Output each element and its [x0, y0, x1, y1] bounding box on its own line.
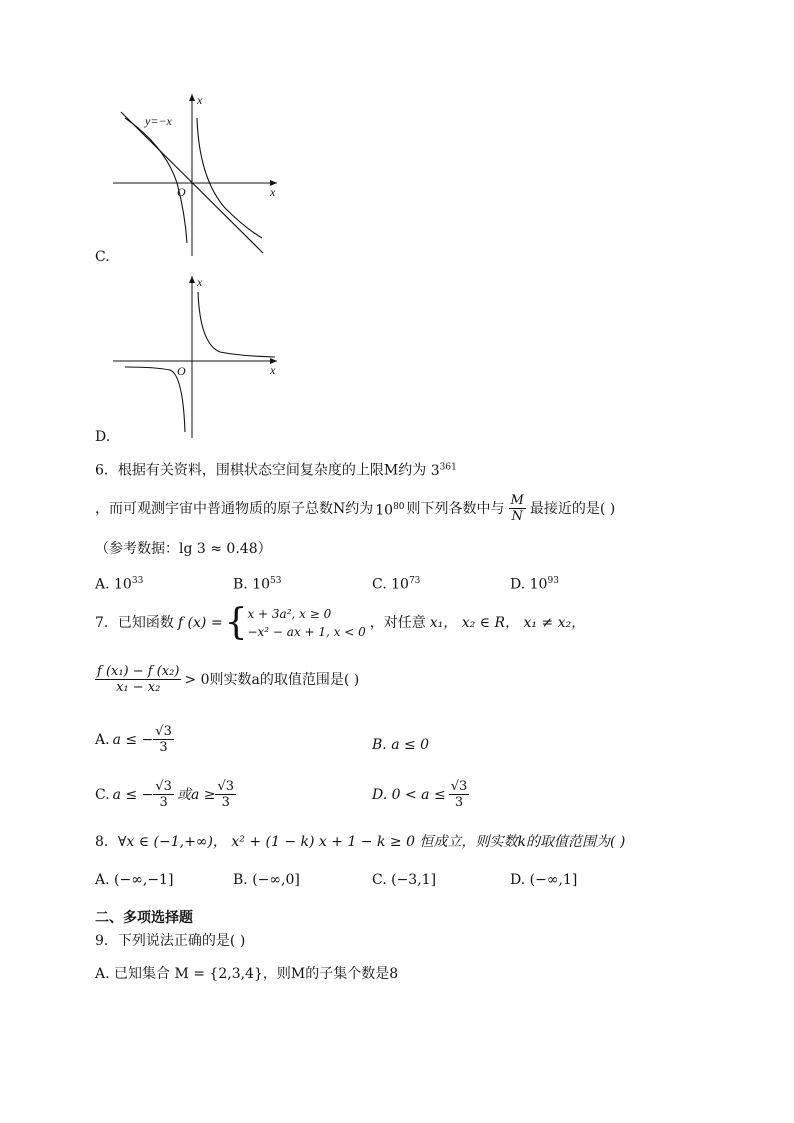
q7-vars: x₁， x₂ ∈ R， x₁ ≠ x₂，	[429, 615, 586, 631]
q7-piece2: −x² − ax + 1, x < 0	[247, 625, 366, 639]
q9-number: 9．	[95, 933, 118, 949]
q7-piece1: x + 3a², x ≥ 0	[247, 607, 332, 621]
q7-option-d: D. 0 < a ≤ $\frac{√3}{3}$	[372, 779, 468, 810]
q7-option-c-fraction-2: $\frac{√3}{3}$	[217, 779, 235, 810]
q7-option-a: A. a ≤ − $\frac{√3}{3}$	[95, 724, 172, 755]
q8-line	[95, 833, 625, 851]
figure-c-origin-label: O	[177, 185, 186, 199]
q7-option-a-fraction: $\frac{√3}{3}$	[155, 724, 172, 755]
q6-line2-pre: ，而可观测宇宙中普通物质的原子总数N约为	[95, 500, 374, 517]
q7-intro: 已知函数	[117, 615, 174, 631]
figure-d-option-label: D.	[95, 429, 111, 445]
q7-condition-fraction: $\frac{\text{f (x₁) − f (x₂)}}{\text{x₁ − x₂}}$	[97, 664, 180, 695]
figure-d-left-branch	[125, 367, 185, 432]
q8-option-c: C. (−3,1]	[372, 872, 437, 888]
q7-option-d-fraction: $\frac{√3}{3}$	[450, 779, 468, 810]
figure-d-y-label: x	[197, 275, 203, 289]
q9-option-a: A. 已知集合 M = {2,3,4}，则M的子集个数是8	[95, 966, 399, 982]
figure-d-origin-label: O	[177, 364, 186, 378]
q7-option-c-fraction-1: $\frac{√3}{3}$	[155, 779, 172, 810]
figure-c-x-label: x	[270, 185, 276, 199]
q6-option-b: B. $10^{53}$	[233, 576, 282, 593]
q6-line1	[95, 458, 457, 480]
q8-option-d: D. (−∞,1]	[510, 872, 578, 888]
q6-option-d: D. $10^{93}$	[510, 576, 559, 593]
q7-number: 7．	[95, 615, 118, 631]
figure-d-x-label: x	[270, 363, 276, 377]
q8-option-a: A. (−∞,−1]	[95, 872, 174, 888]
q9-line	[95, 932, 245, 950]
q7-line1	[95, 602, 586, 643]
q6-number: 6．	[95, 462, 118, 479]
section-title: 二、多项选择题	[95, 910, 193, 926]
q6-m-value: $3^{361}$	[430, 462, 457, 479]
q6-line2-mid: 则下列各数中与	[406, 500, 505, 517]
q7-piecewise	[247, 605, 365, 641]
q6-line2	[95, 493, 615, 524]
figure-c-y-arrow	[189, 94, 195, 101]
figure-c-y-label: x	[197, 93, 203, 107]
q6-option-c: C. $10^{73}$	[372, 576, 421, 593]
figure-d-y-arrow	[189, 276, 195, 283]
figure-c-option-label: C.	[95, 249, 110, 265]
figure-c-left-branch	[125, 118, 187, 243]
q8-text: ∀x ∈ (−1,+∞)， x² + (1 − k) x + 1 − k ≥ 0 恒成立，则实数k的取值范围为( )	[117, 834, 626, 850]
figure-d-graph	[105, 272, 285, 442]
figure-d-right-branch	[198, 292, 275, 357]
q7-option-b: B. a ≤ 0	[372, 737, 430, 753]
q7-fx: f (x) =	[177, 615, 223, 631]
q6-line2-post: 最接近的是( )	[529, 500, 616, 517]
figure-c-graph	[105, 88, 285, 258]
q7-after: ，对任意	[369, 615, 426, 631]
figure-c-curve-label: y=−x	[145, 114, 172, 128]
q8-number: 8．	[95, 834, 118, 850]
q6-fraction-m-over-n: $\frac{M}{N}$	[510, 493, 524, 524]
q6-line1-text: 根据有关资料，围棋状态空间复杂度的上限M约为	[117, 462, 427, 479]
q6-n-value: $10^{80}$	[375, 501, 405, 519]
q9-text: 下列说法正确的是( )	[117, 933, 246, 949]
q7-condition-post: > 0则实数a的取值范围是( )	[184, 671, 360, 688]
q6-option-a: A. $10^{33}$	[95, 576, 144, 593]
q6-reference-data: （参考数据：lg 3 ≈ 0.48）	[95, 541, 272, 557]
q8-option-b: B. (−∞,0]	[233, 872, 300, 888]
q7-brace: {	[224, 602, 248, 643]
q7-condition	[95, 664, 359, 695]
q7-option-c: C. a ≤ − $\frac{√3}{3}$ 或a ≥ $\frac{√3}{3}$	[95, 779, 235, 810]
